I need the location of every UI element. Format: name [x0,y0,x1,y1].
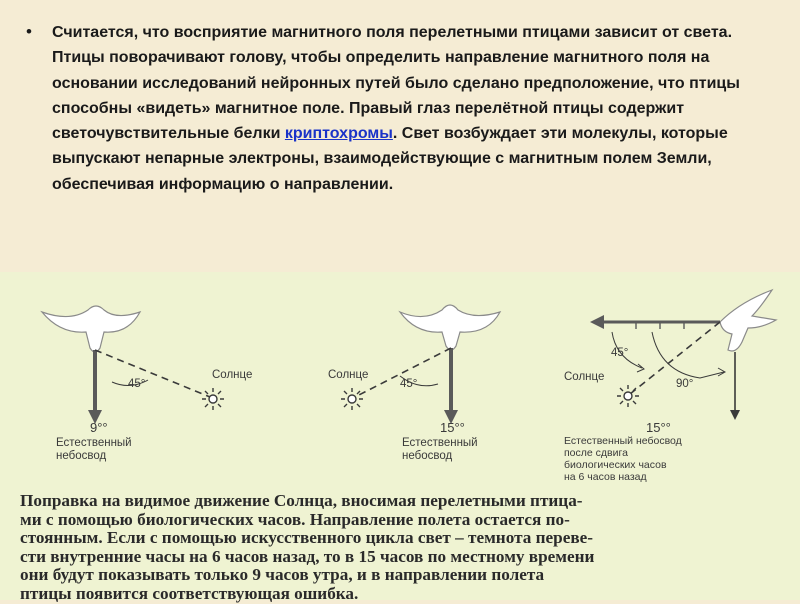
bird-3-icon [720,290,776,351]
sun-2-icon [341,388,363,410]
figure-caption [20,492,780,604]
hour-label-1: 9°° [90,420,108,435]
caption-line: стоянным. Если с помощью искусственного цикла свет – темнота переве- [20,529,593,548]
hour-label-3: 15°° [646,420,671,435]
paragraph-text-before-link: Считается, что восприятие магнитного поля перелетными птицами зависит от света. Птицы поворачивают голову, чтобы определить направление магнитного поля на основании исследований нейронных путей было сделано предположение, что птицы способны «видеть» магнитное поле. Правый глаз перелётной птицы содержит светочувствительные белки [52,24,740,143]
sky-label-1a: Естественный [56,437,132,449]
sky-label-2a: Естественный [402,437,478,449]
bird-1-icon [42,306,140,352]
sun-label-2: Солнце [328,369,369,381]
bird-2-icon [400,305,500,350]
sky-label-1b: небосвод [56,450,107,462]
sun-1-icon [202,388,224,410]
angle-label-3a: 45° [611,347,629,359]
diagram-1 [42,306,252,462]
flight-arrow-3-icon [590,315,604,329]
down-arrow-3-icon [730,410,740,420]
bird-navigation-figure [0,272,800,603]
angle-label-2: 45° [400,378,418,390]
caption-line: они будут показывать только 9 часов утра, и в направлении полета [20,566,545,585]
sky-label-3c: биологических часов [564,459,667,471]
hour-label-2: 15°° [440,420,465,435]
caption-line: сти внутренние часы на 6 часов назад, то в 15 часов по местному времени [20,547,595,566]
bullet-marker: • [26,22,32,41]
main-paragraph [52,20,782,197]
caption-line: птицы появится соответствующая ошибка. [20,584,359,603]
sky-label-2b: небосвод [402,450,453,462]
text-area [0,0,800,272]
caption-line: Поправка на видимое движение Солнца, вносимая перелетными птица- [20,492,583,510]
sun-label-1: Солнце [212,369,253,381]
caption-line: ми с помощью биологических часов. Направление полета остается по- [20,510,570,529]
angle-arc-3b [652,332,724,378]
sky-label-3b: после сдвига [564,447,628,459]
sky-label-3d: на 6 часов назад [564,471,647,483]
angle-label-1: 45° [128,378,146,390]
cryptochrome-link[interactable]: криптохромы [284,125,393,143]
paragraph-text-after-link: . Свет возбуждает эти молекулы, которые выпускают непарные электроны, взаимодействующие с магнитным полем Земли, обеспечивая информацию о направлении. [52,125,728,193]
angle-label-3b: 90° [676,378,694,390]
sky-label-3a: Естественный небосвод [564,435,682,447]
sun-3-icon [617,385,639,407]
diagram-2 [328,305,500,462]
sun-label-3: Солнце [564,371,605,383]
diagram-3 [564,290,776,483]
